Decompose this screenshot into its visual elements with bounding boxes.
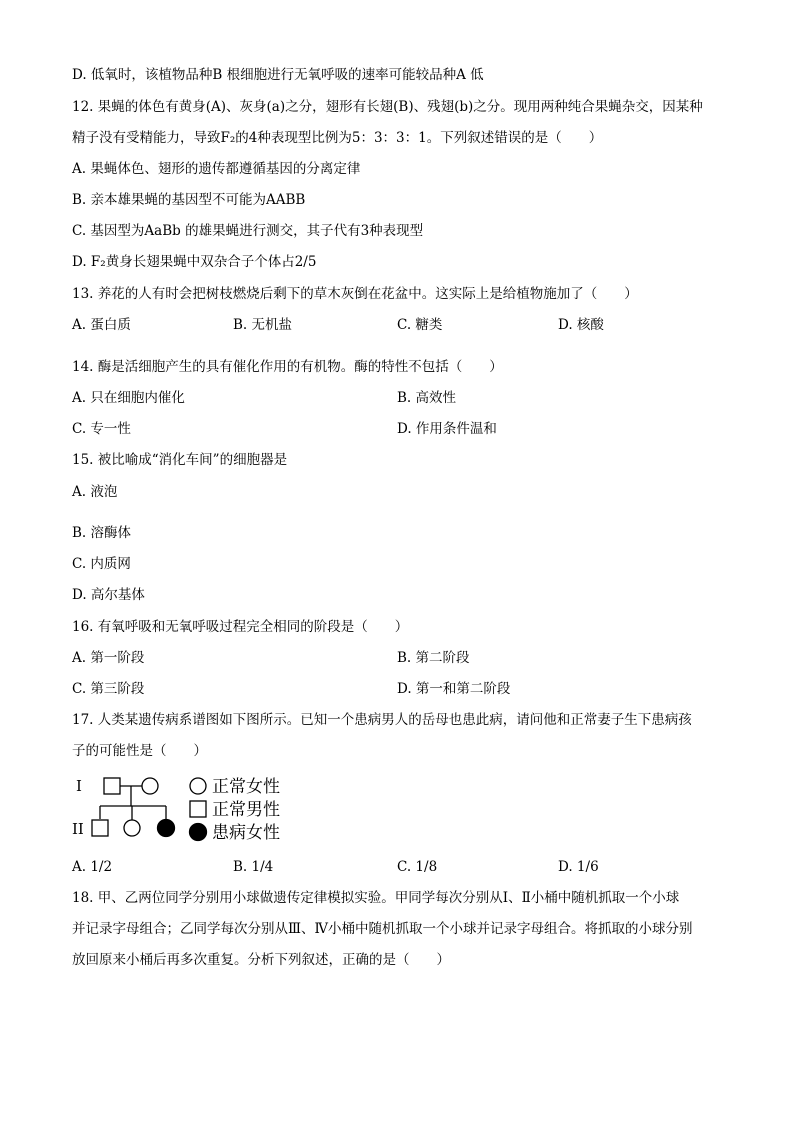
q17-option-c: C. 1/8	[397, 859, 438, 875]
q13-option-b: B. 无机盐	[233, 317, 293, 333]
legend-normal-male-label: 正常男性	[212, 800, 280, 820]
legend-affected-female-symbol	[190, 824, 207, 841]
q17-option-a: A. 1/2	[72, 859, 113, 875]
pedigree-ii-female-normal	[124, 820, 140, 836]
q13-option-d: D. 核酸	[558, 317, 604, 333]
pedigree-generation-2-label: II	[72, 820, 84, 838]
legend-affected-female-label: 患病女性	[212, 823, 280, 843]
q18-stem-line1: 18. 甲、乙两位同学分别用小球做遗传定律模拟实验。甲同学每次分别从Ⅰ、Ⅱ小桶中随机抓取一个小球	[72, 890, 680, 906]
q13-option-c: C. 糖类	[397, 317, 443, 333]
q15-option-c: C. 内质网	[72, 556, 131, 572]
pedigree-ii-male-normal	[92, 820, 108, 836]
q14-option-d: D. 作用条件温和	[397, 421, 497, 437]
q12-option-c: C. 基因型为AaBb 的雄果蝇进行测交，其子代有3种表现型	[72, 223, 424, 239]
q13-option-a: A. 蛋白质	[72, 317, 131, 333]
q11-option-d: D. 低氧时，该植物品种B 根细胞进行无氧呼吸的速率可能较品种A 低	[72, 67, 484, 83]
q14-option-a: A. 只在细胞内催化	[72, 390, 185, 406]
q12-option-a: A. 果蝇体色、翅形的遗传都遵循基因的分离定律	[72, 161, 361, 177]
q15-stem: 15. 被比喻成“消化车间”的细胞器是	[72, 452, 288, 468]
q14-stem: 14. 酶是活细胞产生的具有催化作用的有机物。酶的特性不包括（ ）	[72, 359, 503, 375]
q16-option-d: D. 第一和第二阶段	[397, 681, 511, 697]
q12-option-b: B. 亲本雄果蝇的基因型不可能为AABB	[72, 192, 306, 208]
q17-stem-line2: 子的可能性是（ ）	[72, 743, 207, 759]
q12-stem-line2: 精子没有受精能力，导致F₂的4种表现型比例为5：3：3：1。下列叙述错误的是（ ）	[72, 130, 603, 146]
legend-normal-female-label: 正常女性	[212, 777, 280, 797]
q17-stem-line1: 17. 人类某遗传病系谱图如下图所示。已知一个患病男人的岳母也患此病，请问他和正常妻子生下患病孩	[72, 712, 692, 728]
q14-option-b: B. 高效性	[397, 390, 457, 406]
q12-stem-line1: 12. 果蝇的体色有黄身(A)、灰身(a)之分，翅形有长翅(B)、残翅(b)之分。现用两种纯合果蝇杂交，因某种	[72, 99, 703, 115]
pedigree-chart	[72, 770, 302, 848]
legend-normal-female-symbol	[190, 778, 206, 794]
pedigree-generation-1-label: I	[76, 777, 82, 795]
q13-stem: 13. 养花的人有时会把树枝燃烧后剩下的草木灰倒在花盆中。这实际上是给植物施加了（ ）	[72, 286, 638, 302]
q16-option-a: A. 第一阶段	[72, 650, 145, 666]
q15-option-a: A. 液泡	[72, 484, 118, 500]
pedigree-ii-female-affected	[158, 820, 175, 837]
q17-option-b: B. 1/4	[233, 859, 274, 875]
pedigree-i-male-normal	[104, 778, 120, 794]
q15-option-d: D. 高尔基体	[72, 587, 145, 603]
q18-stem-line2: 并记录字母组合；乙同学每次分别从Ⅲ、Ⅳ小桶中随机抓取一个小球并记录字母组合。将抓取的小球分别	[72, 921, 693, 937]
legend-normal-male-symbol	[190, 801, 206, 817]
q14-option-c: C. 专一性	[72, 421, 131, 437]
q16-option-b: B. 第二阶段	[397, 650, 470, 666]
pedigree-i-female-normal	[142, 778, 158, 794]
q16-stem: 16. 有氧呼吸和无氧呼吸过程完全相同的阶段是（ ）	[72, 619, 409, 635]
q12-option-d: D. F₂黄身长翅果蝇中双杂合子个体占2/5	[72, 254, 317, 270]
q18-stem-line3: 放回原来小桶后再多次重复。分析下列叙述，正确的是（ ）	[72, 952, 450, 968]
q17-option-d: D. 1/6	[558, 859, 599, 875]
q16-option-c: C. 第三阶段	[72, 681, 145, 697]
q15-option-b: B. 溶酶体	[72, 525, 132, 541]
